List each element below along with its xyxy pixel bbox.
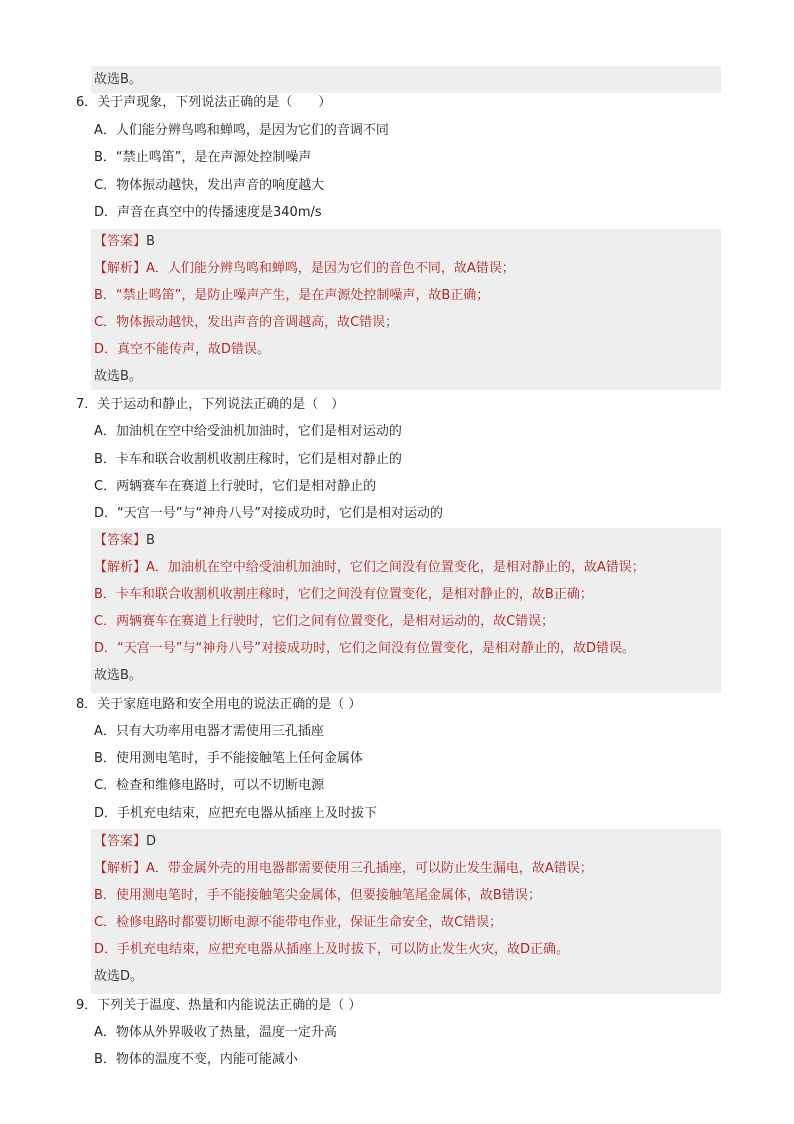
question-9-option-a: A．物体从外界吸收了热量，温度一定升高 xyxy=(94,1025,337,1040)
analysis-tag: 【解析】 xyxy=(94,261,147,276)
question-6-stem: 6．关于声现象，下列说法正确的是（ ） xyxy=(76,95,332,110)
question-8-option-d: D．手机充电结束，应把充电器从插座上及时拔下 xyxy=(94,806,378,821)
question-7-option-c: C．两辆赛车在赛道上行驶时，它们是相对静止的 xyxy=(94,479,377,494)
answer-value: B xyxy=(146,533,155,548)
conclusion-text: 故选B。 xyxy=(94,668,142,683)
answer-line xyxy=(94,228,155,255)
question-8-option-a: A．只有大功率用电器才需使用三孔插座 xyxy=(94,724,324,739)
analysis-tag: 【解析】 xyxy=(94,861,147,876)
conclusion-text: 故选D。 xyxy=(94,969,144,984)
analysis-text: C．物体振动越快，发出声音的音调越高，故C错误； xyxy=(94,315,399,330)
analysis-line xyxy=(94,255,515,282)
question-6-option-d: D．声音在真空中的传播速度是340m/s xyxy=(94,205,322,220)
answer-tag: 【答案】 xyxy=(94,834,147,849)
answer-line xyxy=(94,828,156,855)
question-7-option-b: B．卡车和联合收割机收割庄稼时，它们是相对静止的 xyxy=(94,452,402,467)
answer-value: B xyxy=(146,234,155,249)
question-6-option-b: B．“禁止鸣笛”，是在声源处控制噪声 xyxy=(94,150,312,165)
answer-value: D xyxy=(146,834,157,849)
analysis-line xyxy=(94,855,593,882)
question-7-option-d: D．“天宫一号”与“神舟八号”对接成功时，它们是相对运动的 xyxy=(94,506,443,521)
analysis-text: D．“天宫一号”与“神舟八号”对接成功时，它们之间没有位置变化，是相对静止的，故D错误。 xyxy=(94,641,635,656)
analysis-text: C．检修电路时都要切断电源不能带电作业，保证生命安全，故C错误； xyxy=(94,915,503,930)
answer-tag: 【答案】 xyxy=(94,533,147,548)
analysis-text: A．人们能分辨鸟鸣和蝉鸣，是因为它们的音色不同，故A错误； xyxy=(146,261,515,276)
analysis-text: D．真空不能传声，故D错误。 xyxy=(94,342,271,357)
analysis-text: D．手机充电结束，应把充电器从插座上及时拔下，可以防止发生火灾，故D正确。 xyxy=(94,942,570,957)
conclusion-text: 故选B。 xyxy=(94,369,142,384)
answer-line xyxy=(94,527,155,554)
question-7-option-a: A．加油机在空中给受油机加油时，它们是相对运动的 xyxy=(94,424,402,439)
answer-tag: 【答案】 xyxy=(94,234,147,249)
question-9-stem: 9．下列关于温度、热量和内能说法正确的是（ ） xyxy=(76,998,362,1013)
analysis-text: B．使用测电笔时，手不能接触笔尖金属体，但要接触笔尾金属体，故B错误； xyxy=(94,888,541,903)
analysis-text: C．两辆赛车在赛道上行驶时，它们之间有位置变化，是相对运动的，故C错误； xyxy=(94,614,555,629)
analysis-line xyxy=(94,554,645,581)
question-7-stem: 7．关于运动和静止，下列说法正确的是（ ） xyxy=(76,397,345,412)
analysis-text: A．加油机在空中给受油机加油时，它们之间没有位置变化，是相对静止的，故A错误； xyxy=(146,560,645,575)
question-9-option-b: B．物体的温度不变，内能可能减小 xyxy=(94,1052,298,1067)
question-6-option-c: C．物体振动越快，发出声音的响度越大 xyxy=(94,178,325,193)
analysis-text: A．带金属外壳的用电器都需要使用三孔插座，可以防止发生漏电，故A错误； xyxy=(146,861,593,876)
question-8-stem: 8．关于家庭电路和安全用电的说法正确的是（ ） xyxy=(76,697,362,712)
conclusion-text: 故选B。 xyxy=(94,72,142,87)
analysis-text: B．卡车和联合收割机收割庄稼时，它们之间没有位置变化，是相对静止的，故B正确； xyxy=(94,587,593,602)
analysis-text: B．“禁止鸣笛”，是防止噪声产生，是在声源处控制噪声，故B正确； xyxy=(94,288,490,303)
question-8-option-c: C．检查和维修电路时，可以不切断电源 xyxy=(94,778,325,793)
question-6-option-a: A．人们能分辨鸟鸣和蝉鸣，是因为它们的音调不同 xyxy=(94,123,389,138)
question-8-option-b: B．使用测电笔时，手不能接触笔上任何金属体 xyxy=(94,751,363,766)
analysis-tag: 【解析】 xyxy=(94,560,147,575)
